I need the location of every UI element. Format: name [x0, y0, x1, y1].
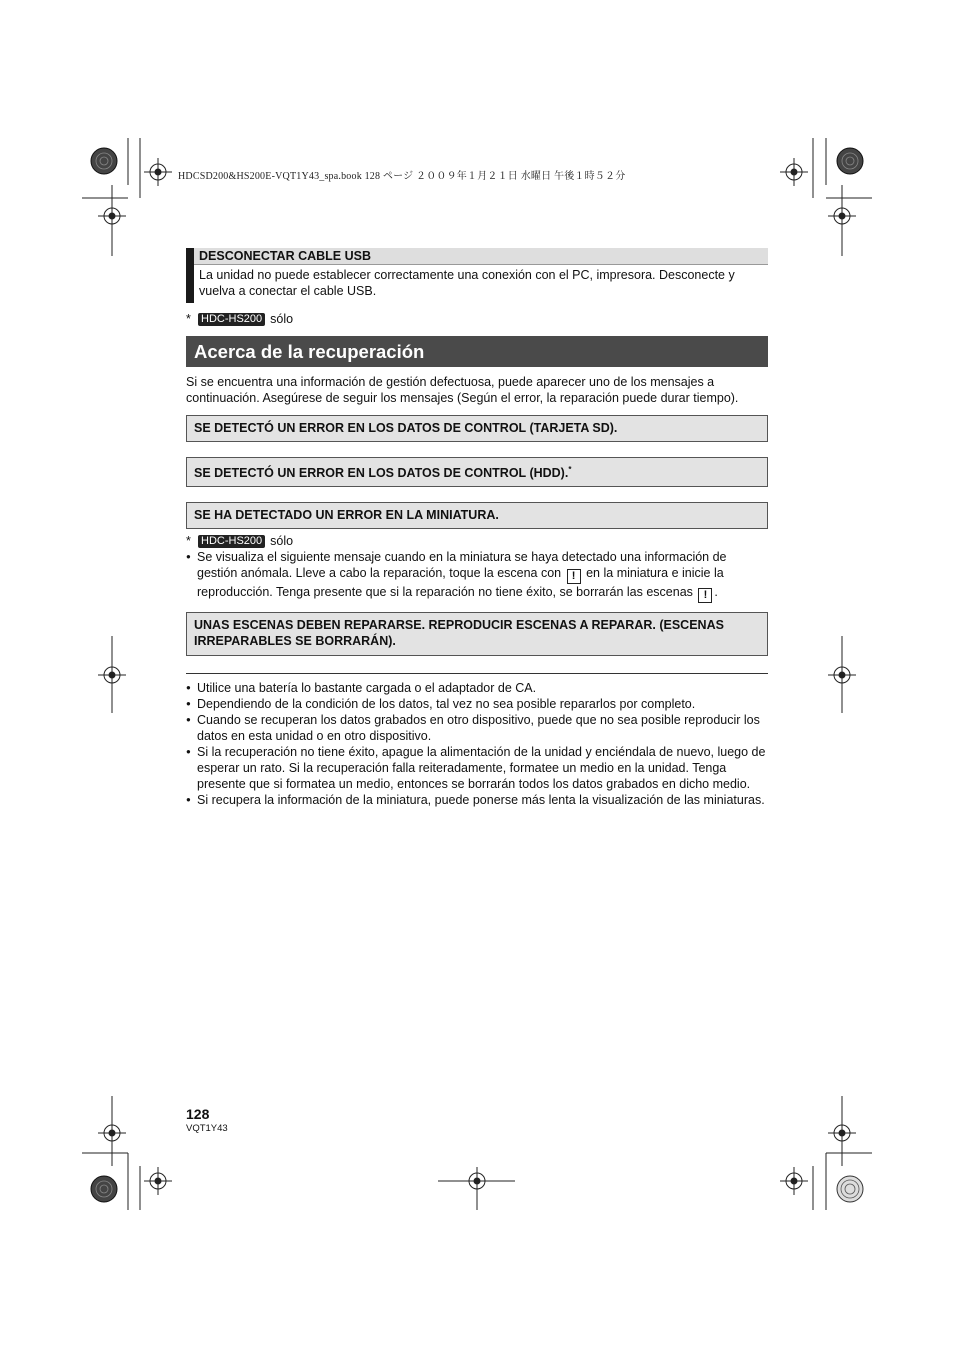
- list-item: ● Cuando se recuperan los datos grabados en otro dispositivo, puede que no sea posible reproducir los datos en esta unidad o en otro dispositivo.: [186, 712, 768, 744]
- message-text: UNAS ESCENAS DEBEN REPARARSE. REPRODUCIR ESCENAS A REPARAR. (ESCENAS IRREPARABLES SE BORRARÁN).: [194, 618, 724, 649]
- notes-list: [186, 680, 768, 808]
- footnote-mark: *: [186, 534, 191, 549]
- message-box-sd-error: [186, 415, 768, 442]
- model-note-suffix: sólo: [270, 534, 294, 549]
- usb-message-title: DESCONECTAR CABLE USB: [194, 248, 768, 264]
- list-item: ● Se visualiza el siguiente mensaje cuando en la miniatura se haya detectado una información de gestión anómala. Lleve a cabo la reparación, toque la escena con ! en la miniatura e inicie la reproducción. Tenga presente que si la reparación no tiene éxito, se borrarán las escenas ! .: [186, 549, 768, 603]
- footnote-mark: *: [568, 465, 572, 474]
- footnote-mark: *: [186, 312, 191, 326]
- message-box-repair-scenes: [186, 612, 768, 656]
- model-note: [186, 311, 768, 327]
- model-badge: HDC-HS200: [198, 535, 265, 548]
- model-note: [186, 533, 768, 549]
- print-header: HDCSD200&HS200E-VQT1Y43_spa.book 128 ページ ２００９年１月２１日 水曜日 午後１時５２分: [178, 171, 626, 182]
- message-text: SE DETECTÓ UN ERROR EN LOS DATOS DE CONTROL (TARJETA SD).: [194, 421, 618, 435]
- message-box-hdd-error: [186, 457, 768, 487]
- message-text: SE HA DETECTADO UN ERROR EN LA MINIATURA.: [194, 508, 499, 523]
- warning-icon: !: [698, 588, 712, 603]
- page-number: 128: [186, 1106, 210, 1122]
- model-note-suffix: sólo: [270, 312, 294, 326]
- list-item: ● Dependiendo de la condición de los datos, tal vez no sea posible repararlos por completo.: [186, 696, 768, 712]
- thumbnail-bullet-list: [186, 549, 768, 603]
- usb-message-block: [186, 248, 768, 303]
- section-title: Acerca de la recuperación: [186, 336, 768, 367]
- page-content: [186, 248, 768, 808]
- message-text: SE DETECTÓ UN ERROR EN LOS DATOS DE CONTROL (HDD).: [194, 466, 569, 481]
- list-item: ● Si recupera la información de la miniatura, puede ponerse más lenta la visualización de las miniaturas.: [186, 792, 768, 808]
- divider: [186, 673, 768, 674]
- model-badge: HDC-HS200: [198, 313, 265, 326]
- usb-message-body: La unidad no puede establecer correctamente una conexión con el PC, impresora. Desconecte y vuelva a conectar el cable USB.: [194, 264, 768, 303]
- warning-icon: !: [567, 569, 581, 584]
- list-item: ● Si la recuperación no tiene éxito, apague la alimentación de la unidad y enciéndala de nuevo, luego de esperar un rato. Si la recuperación falla reiteradamente, formatee un medio en la unidad. Tenga presente que si formatea un medio, entonces se borrarán todos los datos grabados en dicho medio.: [186, 744, 768, 792]
- document-code: VQT1Y43: [186, 1123, 228, 1134]
- list-item: ● Utilice una batería lo bastante cargada o el adaptador de CA.: [186, 680, 768, 696]
- message-box-thumbnail-error: [186, 502, 768, 529]
- section-intro: Si se encuentra una información de gestión defectuosa, puede aparecer uno de los mensajes a continuación. Asegúrese de seguir los mensajes (Según el error, la reparación puede durar tiempo).: [186, 375, 739, 405]
